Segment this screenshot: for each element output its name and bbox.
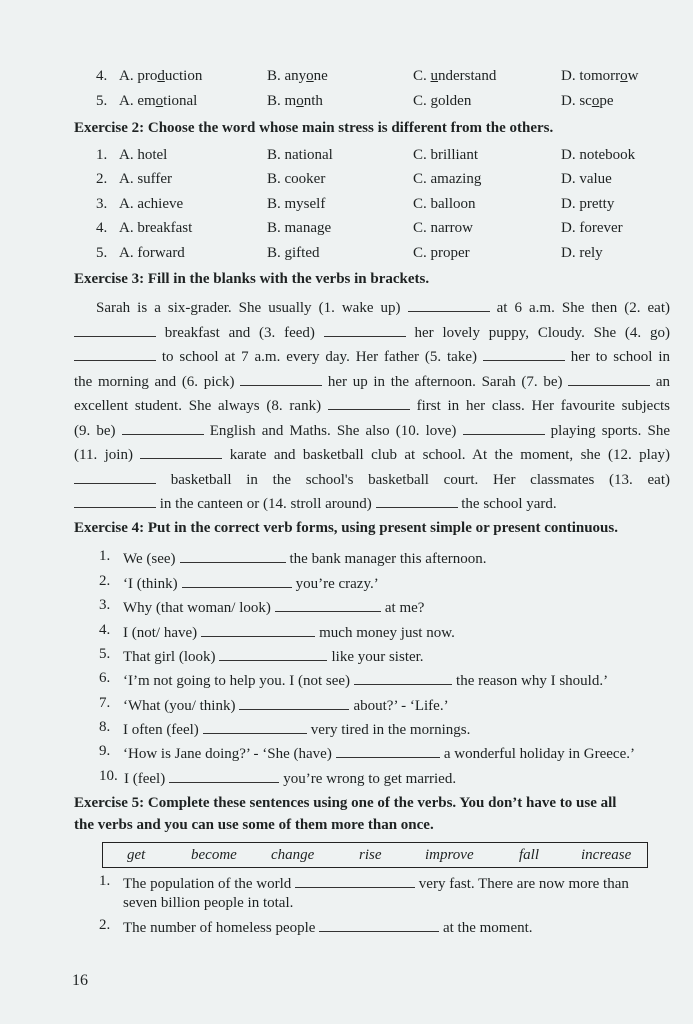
answer-blank[interactable]: [568, 371, 650, 386]
ex4-item-text: Why (that woman/ look) at me?: [123, 597, 424, 617]
option-c: C. balloon: [413, 196, 476, 212]
option-c: C. amazing: [413, 171, 482, 187]
answer-blank[interactable]: [182, 573, 292, 588]
option-d: D. rely: [561, 245, 603, 261]
option-c: C. understand: [413, 68, 497, 84]
ex4-item-text: That girl (look) like your sister.: [123, 646, 424, 666]
text-segment: basketball in the school's basketball court. Her classmates (13. eat): [156, 472, 670, 488]
option-d: D. scope: [561, 93, 614, 109]
answer-blank[interactable]: [239, 695, 349, 710]
text-segment: to school at 7 a.m. every day. Her father (5. take): [156, 349, 483, 365]
option-c: C. golden: [413, 93, 472, 109]
text-segment: (9. be): [74, 423, 122, 439]
option-d: D. notebook: [561, 147, 636, 163]
answer-blank[interactable]: [74, 346, 156, 361]
ex5-item-2-number: 2.: [99, 917, 111, 933]
paragraph-line: [74, 420, 670, 440]
text-segment: an: [650, 374, 670, 390]
paragraph-line: [74, 493, 670, 513]
answer-blank[interactable]: [376, 493, 458, 508]
ex2-row: [0, 147, 693, 169]
item-number: 3.: [96, 196, 108, 212]
answer-blank[interactable]: [275, 597, 381, 612]
answer-blank[interactable]: [336, 743, 440, 758]
answer-blank[interactable]: [74, 322, 156, 337]
ex5-item-1-text: The population of the world very fast. There are now more than: [123, 873, 629, 893]
answer-blank[interactable]: [324, 322, 406, 337]
ex2-row: [0, 171, 693, 193]
text-segment: at 6 a.m. She then (2. eat): [489, 300, 670, 316]
text-segment: her to school in: [564, 349, 670, 365]
option-b: B. gifted: [267, 245, 320, 261]
ex1-row-4: [0, 68, 693, 90]
option-a: A. suffer: [119, 171, 173, 187]
verb-word: become: [191, 847, 237, 863]
ex2-row: [0, 196, 693, 218]
ex4-item-text: I (feel) you’re wrong to get married.: [124, 768, 456, 788]
ex4-item-text: ‘I (think) you’re crazy.’: [123, 573, 379, 593]
item-number: 4.: [96, 220, 108, 236]
answer-blank[interactable]: [295, 873, 415, 888]
text-segment: karate and basketball club at school. At the moment, she (12. play): [222, 447, 670, 463]
text-segment: English and Maths. She also (10. love): [203, 423, 463, 439]
ex4-item-text: ‘What (you/ think) about?’ - ‘Life.’: [123, 695, 449, 715]
answer-blank[interactable]: [319, 917, 439, 932]
answer-blank[interactable]: [169, 768, 279, 783]
verb-word: get: [127, 847, 146, 863]
item-number: 10.: [99, 768, 118, 784]
answer-blank[interactable]: [74, 493, 156, 508]
answer-blank[interactable]: [240, 371, 322, 386]
ex5-item-1-continuation: seven billion people in total.: [123, 895, 294, 911]
option-b: B. myself: [267, 196, 326, 212]
option-d: D. forever: [561, 220, 623, 236]
ex4-item-text: I (not/ have) much money just now.: [123, 622, 455, 642]
option-a: A. emotional: [119, 93, 198, 109]
answer-blank[interactable]: [408, 297, 490, 312]
text-segment: her up in the afternoon. Sarah (7. be): [322, 374, 569, 390]
ex2-row: [0, 220, 693, 242]
option-c: C. proper: [413, 245, 470, 261]
answer-blank[interactable]: [180, 548, 286, 563]
answer-blank[interactable]: [483, 346, 565, 361]
ex4-item-text: ‘How is Jane doing?’ - ‘She (have) a wonderful holiday in Greece.’: [123, 743, 635, 763]
text-segment: her lovely puppy, Cloudy. She (4. go): [405, 325, 670, 341]
option-b: B. month: [267, 93, 323, 109]
option-b: B. manage: [267, 220, 332, 236]
item-number: 1.: [96, 147, 108, 163]
item-number: 5.: [96, 245, 108, 261]
verb-word: fall: [519, 847, 540, 863]
item-number: 5.: [99, 646, 111, 662]
item-number: 7.: [99, 695, 111, 711]
text-segment: playing sports. She: [544, 423, 670, 439]
option-d: D. value: [561, 171, 612, 187]
item-number: 8.: [99, 719, 111, 735]
answer-blank[interactable]: [203, 719, 307, 734]
item-number: 4.: [99, 622, 111, 638]
paragraph-line: [74, 346, 670, 366]
paragraph-line: [74, 469, 670, 489]
exercise-heading-line-2: the verbs and you can use some of them more than once.: [74, 817, 434, 833]
text-segment: in the canteen or (14. stroll around): [156, 496, 376, 512]
verb-word: increase: [581, 847, 632, 863]
option-b: B. national: [267, 147, 333, 163]
item-number: 2.: [99, 573, 111, 589]
answer-blank[interactable]: [463, 420, 545, 435]
answer-blank[interactable]: [140, 444, 222, 459]
item-number: 5.: [96, 93, 108, 109]
item-number: 6.: [99, 670, 111, 686]
ex4-item-text: ‘I’m not going to help you. I (not see) the reason why I should.’: [123, 670, 608, 690]
option-b: B. anyone: [267, 68, 328, 84]
exercise-heading: Exercise 2: Choose the word whose main stress is different from the others.: [74, 120, 554, 136]
option-d: D. tomorrow: [561, 68, 639, 84]
page-number: 16: [72, 972, 88, 989]
paragraph-line: [74, 395, 670, 415]
paragraph-line: [74, 371, 670, 391]
answer-blank[interactable]: [219, 646, 327, 661]
option-c: C. narrow: [413, 220, 473, 236]
answer-blank[interactable]: [328, 395, 410, 410]
ex4-item-text: We (see) the bank manager this afternoon.: [123, 548, 487, 568]
option-c: C. brilliant: [413, 147, 478, 163]
item-number: 3.: [99, 597, 111, 613]
option-b: B. cooker: [267, 171, 326, 187]
paragraph-line: [74, 444, 670, 464]
item-number: 9.: [99, 743, 111, 759]
ex5-item-1-number: 1.: [99, 873, 111, 889]
verb-word: rise: [359, 847, 382, 863]
ex5-item-2-text: The number of homeless people at the moment.: [123, 917, 533, 937]
text-segment: first in her class. Her favourite subjects: [409, 398, 670, 414]
answer-blank[interactable]: [122, 420, 204, 435]
text-segment: breakfast and (3. feed): [156, 325, 324, 341]
ex4-item-text: I often (feel) very tired in the mornings.: [123, 719, 470, 739]
exercise-heading-line-1: Exercise 5: Complete these sentences using one of the verbs. You don’t have to use all: [74, 795, 617, 811]
answer-blank[interactable]: [354, 670, 452, 685]
option-a: A. production: [119, 68, 203, 84]
option-a: A. hotel: [119, 147, 168, 163]
text-segment: the school yard.: [457, 496, 557, 512]
verb-bank-box: [102, 842, 648, 868]
answer-blank[interactable]: [74, 469, 156, 484]
text-segment: (11. join): [74, 447, 141, 463]
text-segment: Sarah is a six-grader. She usually (1. wake up): [96, 300, 408, 316]
option-a: A. achieve: [119, 196, 184, 212]
verb-word: improve: [425, 847, 474, 863]
option-a: A. breakfast: [119, 220, 193, 236]
answer-blank[interactable]: [201, 622, 315, 637]
ex2-row: [0, 245, 693, 267]
item-number: 1.: [99, 548, 111, 564]
text-segment: excellent student. She always (8. rank): [74, 398, 328, 414]
option-d: D. pretty: [561, 196, 615, 212]
paragraph-line: [74, 322, 670, 342]
verb-word: change: [271, 847, 315, 863]
item-number: 2.: [96, 171, 108, 187]
item-number: 4.: [96, 68, 108, 84]
text-segment: the morning and (6. pick): [74, 374, 241, 390]
exercise-heading: Exercise 4: Put in the correct verb forms, using present simple or present continuous.: [74, 520, 618, 536]
paragraph-line: [96, 297, 670, 317]
option-a: A. forward: [119, 245, 185, 261]
exercise-heading: Exercise 3: Fill in the blanks with the verbs in brackets.: [74, 271, 430, 287]
ex1-row-5: [0, 93, 693, 115]
